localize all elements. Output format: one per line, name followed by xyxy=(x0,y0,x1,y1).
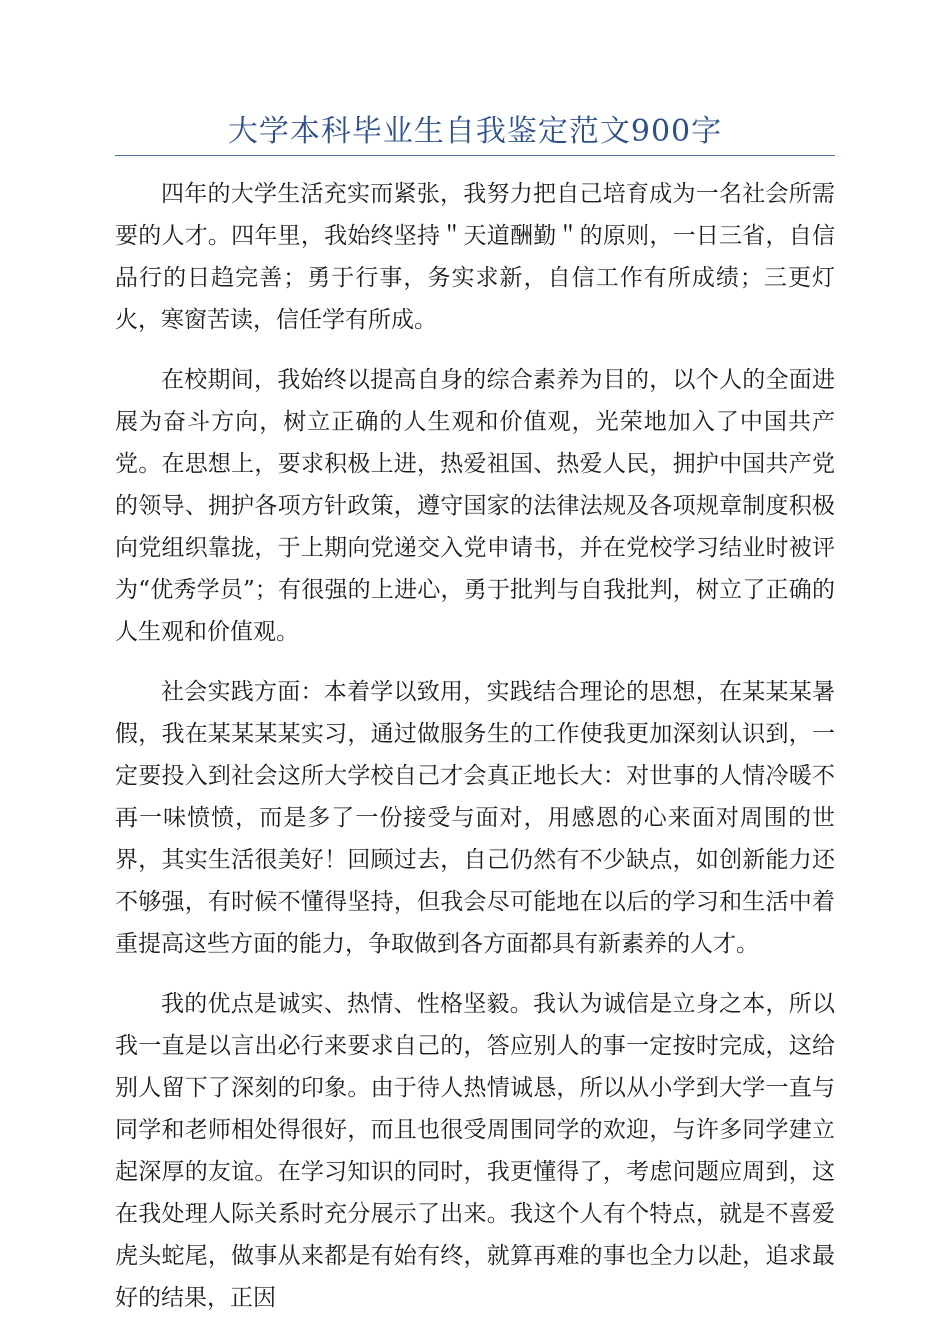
title-underline xyxy=(115,155,835,156)
paragraph-1: 四年的大学生活充实而紧张，我努力把自己培育成为一名社会所需要的人才。四年里，我始终坚持＂天道酬勤＂的原则，一日三省，自信品行的日趋完善；勇于行事，务实求新，自信工作有所成绩；三更灯火，寒窗苦读，信任学有所成。 xyxy=(115,181,835,333)
paragraph-3: 社会实践方面：本着学以致用，实践结合理论的思想，在某某某暑假，我在某某某某实习，通过做服务生的工作使我更加深刻认识到，一定要投入到社会这所大学校自己才会真正地长大：对世事的人情冷暖不再一味愤愤，而是多了一份接受与面对，用感恩的心来面对周围的世界，其实生活很美好！回顾过去，自己仍然有不少缺点，如创新能力还不够强，有时候不懂得坚持，但我会尽可能地在以后的学习和生活中着重提高这些方面的能力，争取做到各方面都具有新素养的人才。 xyxy=(115,679,835,957)
paragraph-4: 我的优点是诚实、热情、性格坚毅。我认为诚信是立身之本，所以我一直是以言出必行来要求自己的，答应别人的事一定按时完成，这给别人留下了深刻的印象。由于待人热情诚恳，所以从小学到大学一直与同学和老师相处得很好，而且也很受周围同学的欢迎，与许多同学建立起深厚的友谊。在学习知识的同时，我更懂得了，考虑问题应周到，这在我处理人际关系时充分展示了出来。我这个人有个特点，就是不喜爱虎头蛇尾，做事从来都是有始有终，就算再难的事也全力以赴，追求最好的结果，正因 xyxy=(115,991,835,1311)
document-body xyxy=(115,173,835,1337)
paragraph-2: 在校期间，我始终以提高自身的综合素养为目的，以个人的全面进展为奋斗方向，树立正确的人生观和价值观，光荣地加入了中国共产党。在思想上，要求积极上进，热爱祖国、热爱人民，拥护中国共产党的领导、拥护各项方针政策，遵守国家的法律法规及各项规章制度积极向党组织靠拢，于上期向党递交入党申请书，并在党校学习结业时被评为“优秀学员”；有很强的上进心，勇于批判与自我批判，树立了正确的人生观和价值观。 xyxy=(115,367,835,645)
document-title: 大学本科毕业生自我鉴定范文900字 xyxy=(227,114,723,149)
